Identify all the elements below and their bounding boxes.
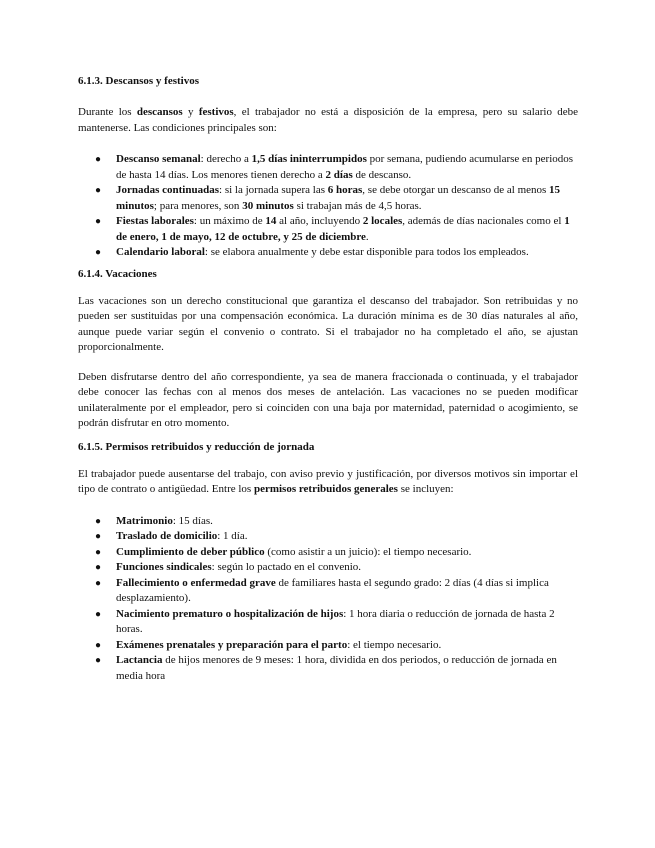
bold-text: 1,5 días ininterrumpidos — [251, 153, 367, 165]
bullet-icon: ● — [95, 531, 102, 542]
text-run: de hijos menores de 9 meses: 1 hora, dividida en dos periodos, o reducción de jornada en media hora — [116, 654, 557, 682]
section-heading-descansos: 6.1.3. Descansos y festivos — [78, 75, 199, 87]
list-item — [78, 183, 578, 214]
text-run: El trabajador puede ausentarse del trabajo, con aviso previo y justificación, por diversos motivos sin importar el tipo de contrato o antigüedad. Entre los — [78, 467, 578, 495]
bold-text: Fiestas laborales — [116, 215, 194, 227]
bold-text: Fallecimiento o enfermedad grave — [116, 576, 276, 589]
list-permisos — [78, 514, 578, 685]
bold-text: Cumplimiento de deber público — [116, 545, 265, 558]
bullet-icon: ● — [95, 562, 102, 573]
text-run: Durante los — [78, 106, 137, 118]
section-heading-permisos: 6.1.5. Permisos retribuidos y reducción de jornada — [78, 440, 315, 453]
bullet-icon: ● — [95, 639, 102, 651]
bold-text: Descanso semanal — [116, 153, 201, 165]
text-run: : 1 día. — [217, 530, 248, 542]
paragraph-vacaciones-2: Deben disfrutarse dentro del año correspondiente, ya sea de manera fraccionada o continuada, y el trabajador debe conocer las fechas con al menos dos meses de antelación. Las vacaciones no se pueden modificar unilateralmente por el empleador, pero si coinciden con una baja por maternidad, paternidad o acogimiento, se podrán disfrutar en otro momento. — [78, 370, 578, 429]
text-run: : un máximo de — [193, 215, 266, 227]
section-heading-vacaciones: 6.1.4. Vacaciones — [78, 267, 157, 280]
bold-text: Lactancia — [116, 654, 163, 666]
text-run: se incluyen: — [397, 483, 454, 495]
bold-text: 1 de enero, 1 de mayo, 12 de octubre, y 25 de diciembre — [116, 215, 570, 243]
bold-text: Nacimiento prematuro o hospitalización de hijos — [116, 607, 344, 620]
bold-text: Matrimonio — [116, 514, 173, 527]
list-item — [78, 638, 578, 654]
text-run: (como asistir a un juicio): el tiempo necesario. — [264, 545, 472, 558]
text-run: al año, incluyendo — [276, 215, 363, 227]
bullet-icon: ● — [95, 515, 102, 527]
bold-text: Calendario laboral — [116, 246, 205, 258]
bullet-icon: ● — [95, 216, 102, 227]
document-page — [78, 74, 578, 684]
list-item — [78, 560, 578, 576]
text-run: : 1 hora diaria o reducción de jornada de hasta 2 horas. — [116, 607, 555, 635]
bold-text: 30 minutos — [242, 199, 294, 212]
bold-text: permisos retribuidos generales — [253, 483, 398, 495]
paragraph-permisos-intro — [78, 467, 578, 498]
bold-text: festivos — [198, 106, 234, 118]
list-item — [78, 514, 578, 530]
bold-text: 2 locales — [362, 215, 403, 227]
text-run: si trabajan más de 4,5 horas. — [293, 199, 422, 212]
text-run: : se elabora anualmente y debe estar disponible para todos los empleados. — [204, 246, 529, 258]
list-item — [78, 214, 578, 245]
text-run: : según lo pactado en el convenio. — [211, 561, 362, 573]
bullet-icon: ● — [95, 577, 102, 589]
text-run: , además de días nacionales como el — [402, 215, 565, 227]
text-run: de descanso. — [352, 168, 412, 181]
bullet-icon: ● — [95, 546, 102, 558]
bold-text: Funciones sindicales — [116, 561, 212, 573]
text-run: : si la jornada supera las — [219, 184, 328, 196]
bullet-icon: ● — [95, 185, 102, 196]
bold-text: Exámenes prenatales y preparación para el parto — [116, 638, 348, 651]
bold-text: 15 minutos — [116, 184, 561, 212]
text-run: por semana, pudiendo acumularse en periodos de hasta 14 días. Los menores tienen derecho a — [116, 153, 574, 181]
bold-text: descansos — [136, 106, 183, 118]
bold-text: 6 horas — [327, 184, 363, 196]
text-run: de familiares hasta el segundo grado: 2 días (4 días si implica desplazamiento). — [116, 576, 549, 604]
text-run: ; para menores, son — [153, 199, 243, 212]
bullet-icon: ● — [95, 655, 102, 666]
bold-text: Jornadas continuadas — [116, 184, 220, 196]
text-run: : 15 días. — [172, 514, 213, 527]
bullet-icon: ● — [95, 154, 102, 165]
list-descansos — [78, 152, 578, 261]
text-run: : el tiempo necesario. — [347, 638, 442, 651]
bold-text: Traslado de domicilio — [116, 530, 218, 542]
bullet-icon: ● — [95, 247, 102, 258]
list-item — [78, 152, 578, 183]
text-run: , el trabajador no está a disposición de la empresa, pero su salario debe mantenerse. Las condiciones principales son: — [78, 106, 579, 134]
text-run: y — [182, 106, 199, 118]
text-run: , se debe otorgar un descanso de al menos — [362, 184, 550, 196]
bullet-icon: ● — [95, 608, 102, 620]
text-run: : derecho a — [200, 153, 252, 165]
list-item — [78, 245, 578, 261]
bold-text: 2 días — [325, 168, 353, 181]
list-item — [78, 607, 578, 638]
paragraph-descansos-intro — [78, 105, 578, 136]
paragraph-vacaciones-1: Las vacaciones son un derecho constitucional que garantiza el descanso del trabajador. Son retribuidas y no pueden ser sustituidas por una compensación económica. La duración mínima es de 30 días naturales al año, aunque puede variar según el convenio o contrato. Si el trabajador no ha completado el año, se ajustan proporcionalmente. — [78, 294, 578, 353]
list-item — [78, 529, 578, 545]
text-run: . — [365, 230, 369, 243]
bold-text: 14 — [265, 215, 277, 227]
list-item — [78, 545, 578, 561]
list-item — [78, 576, 578, 607]
list-item — [78, 653, 578, 684]
